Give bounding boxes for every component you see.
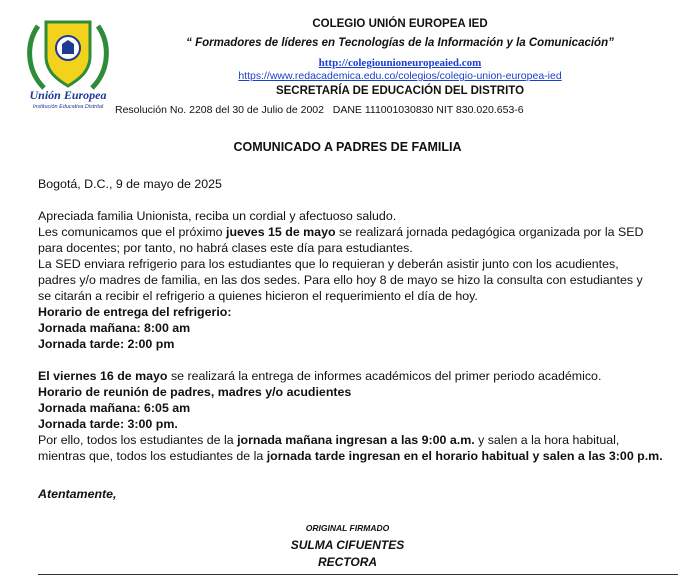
reunion-afternoon: Jornada tarde: 3:00 pm. [38, 417, 178, 431]
laurel-right-icon [92, 26, 106, 88]
signature-note: ORIGINAL FIRMADO [305, 523, 390, 533]
paragraph-line: mientras que, todos los estudiantes de la jornada tarde ingresan en el horario habitual y salen a las 3:00 p.m. [38, 449, 663, 463]
signature-name: SULMA CIFUENTES [290, 538, 405, 552]
refrigerio-afternoon: Jornada tarde: 2:00 pm [38, 337, 175, 351]
laurel-left-icon [30, 26, 44, 88]
signature-role: RECTORA [317, 555, 378, 569]
document-title: COMUNICADO A PADRES DE FAMILIA [233, 140, 462, 154]
secretary-label: SECRETARÍA DE EDUCACIÓN DEL DISTRITO [275, 85, 525, 97]
paragraph-line: para docentes; por tanto, no habrá clases este día para estudiantes. [38, 241, 413, 255]
refrigerio-morning: Jornada mañana: 8:00 am [38, 321, 191, 335]
school-name: COLEGIO UNIÓN EUROPEA IED [312, 18, 488, 30]
greeting: Apreciada familia Unionista, reciba un cordial y afectuoso saludo. [38, 209, 397, 223]
reunion-morning: Jornada mañana: 6:05 am [38, 401, 191, 415]
date-line: Bogotá, D.C., 9 de mayo de 2025 [38, 177, 222, 191]
closing: Atentamente, [38, 487, 117, 501]
paragraph-line: se citarán a recibir el refrigerio a quienes hicieron el requerimiento el día de hoy. [38, 289, 478, 303]
bottom-divider [38, 574, 678, 575]
refrigerio-heading: Horario de entrega del refrigerio: [38, 305, 232, 319]
website-link-secondary[interactable]: https://www.redacademica.edu.co/colegios/colegio-union-europea-ied [238, 70, 562, 82]
paragraph-line: Les comunicamos que el próximo jueves 15 de mayo se realizará jornada pedagógica organizada por la SED [38, 225, 644, 239]
paragraph-line: padres y/o madres de familia, en las dos sedes. Para ello hoy 8 de mayo se hizo la consulta con estudiantes y [38, 273, 643, 287]
logo-text: Unión Europea [29, 88, 107, 102]
reunion-heading: Horario de reunión de padres, madres y/o acudientes [38, 385, 352, 399]
paragraph-line: Por ello, todos los estudiantes de la jornada mañana ingresan a las 9:00 a.m. y salen a la hora habitual, [38, 433, 620, 447]
logo-subtitle: Institución Educativa Distrital [32, 104, 104, 110]
school-motto: “ Formadores de líderes en Tecnologías de la Información y la Comunicación” [186, 37, 614, 49]
paragraph-line: El viernes 16 de mayo se realizará la entrega de informes académicos del primer periodo académico. [38, 369, 602, 383]
paragraph-line: La SED enviara refrigerio para los estudiantes que lo requieran y deberán asistir junto con los acudientes, [38, 257, 619, 271]
school-crest-logo [16, 8, 120, 112]
website-link-primary[interactable]: http://colegiounioneuropeaied.com [318, 57, 482, 69]
resolution-line: Resolución No. 2208 del 30 de Julio de 2002 DANE 111001030830 NIT 830.020.653-6 [115, 104, 524, 116]
